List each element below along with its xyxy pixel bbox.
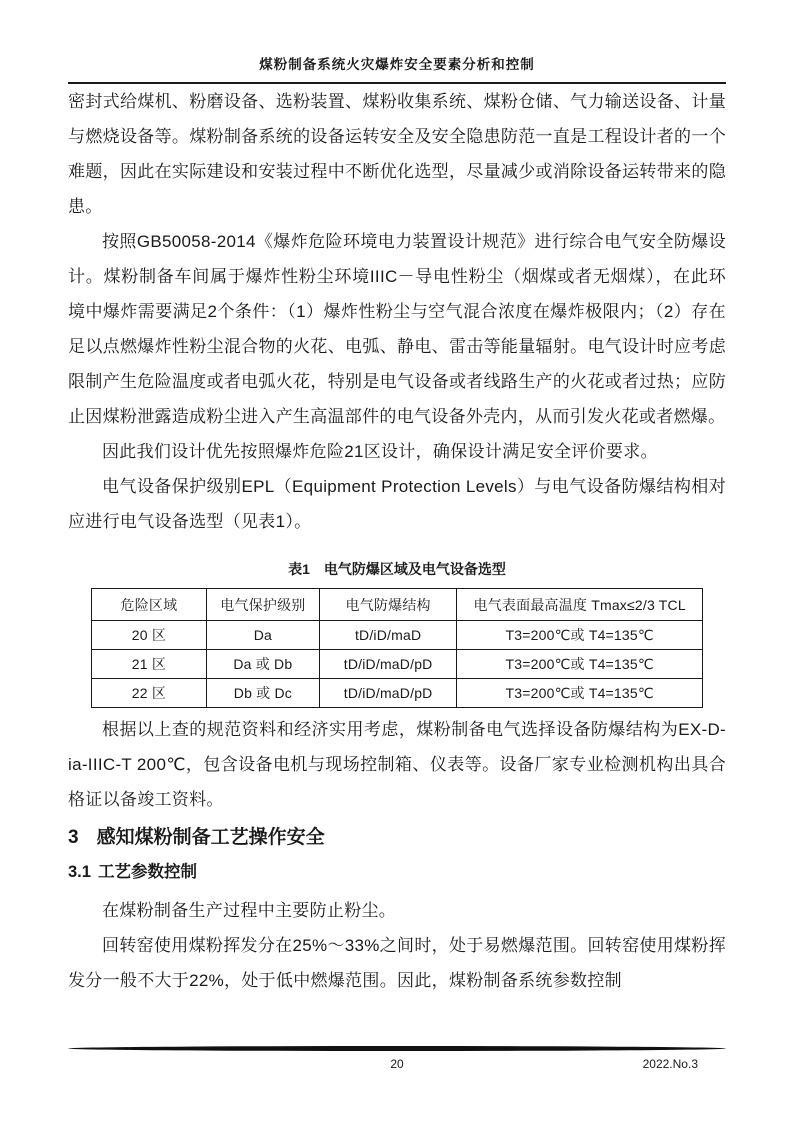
table-row [92,679,703,708]
cell-zone: 21 区 [92,650,207,679]
cell-zone: 22 区 [92,679,207,708]
paragraph-epl-selection: 电气设备保护级别EPL（Equipment Protection Levels）与电气设备防爆结构相对应进行电气设备选型（见表1）。 [68,477,726,531]
paragraph-ex-structure-choice: 根据以上查的规范资料和经济实用考虑，煤粉制备电气选择设备防爆结构为EX-D-ia-IIIC-T 200℃，包含设备电机与现场控制箱、仪表等。设备厂家专业检测机构出具合格证以备竣工资料。 [68,720,726,809]
cell-structure: tD/iD/maD/pD [319,650,456,679]
page-header [68,0,726,84]
header-structure: 电气防爆结构 [319,589,456,621]
paragraph-volatile-content: 回转窑使用煤粉挥发分在25%～33%之间时，处于易燃爆范围。回转窑使用煤粉挥发分一般不大于22%，处于低中燃爆范围。因此，煤粉制备系统参数控制 [68,936,726,990]
page-body [68,84,726,998]
cell-structure: tD/iD/maD [319,621,456,650]
table-caption-title: 电气防爆区域及电气设备选型 [323,561,506,577]
table-row [92,621,703,650]
section-3-1-heading [68,859,726,885]
header-max-temp: 电气表面最高温度 Tmax≤2/3 TCL [457,589,703,621]
footer-rule [68,1046,726,1051]
header-epl: 电气保护级别 [206,589,319,621]
section-3-number: 3 [68,827,79,848]
paragraph-zone21-design: 因此我们设计优先按照爆炸危险21区设计，确保设计满足安全评价要求。 [102,442,658,461]
cell-temp: T3=200℃或 T4=135℃ [457,650,703,679]
header-hazard-zone: 危险区域 [92,589,207,621]
cell-epl: Db 或 Dc [206,679,319,708]
section-3-1-number: 3.1 [68,863,91,881]
issue-label: 2022.No.3 [642,1057,698,1071]
table-caption-label: 表1 [288,561,310,577]
section-3-1-title: 工艺参数控制 [97,863,197,881]
section-3-heading [68,823,726,853]
table-header-row [92,589,703,621]
page-number: 20 [390,1057,404,1071]
paragraph-gb50058-design: 按照GB50058-2014《爆炸危险环境电力装置设计规范》进行综合电气安全防爆设计。煤粉制备车间属于爆炸性粉尘环境IIIC－导电性粉尘（烟煤或者无烟煤），在此环境中爆炸需要满足2个条件：（1）爆炸性粉尘与空气混合浓度在爆炸极限内；（2）存在足以点燃爆炸性粉尘混合物的火花、电弧、静电、雷击等能量辐射。电气设计时应考虑限制产生危险温度或者电弧火花，特别是电气设备或者线路生产的火花或者过热；应防止因煤粉泄露造成粉尘进入产生高温部件的电气设备外壳内，从而引发火花或者燃爆。 [68,232,726,426]
running-title: 煤粉制备系统火灾爆炸安全要素分析和控制 [259,57,535,72]
paragraph-dust-prevention: 在煤粉制备生产过程中主要防止粉尘。 [102,901,397,920]
explosion-proof-selection-table [91,588,703,708]
cell-epl: Da 或 Db [206,650,319,679]
cell-temp: T3=200℃或 T4=135℃ [457,679,703,708]
section-3-title: 感知煤粉制备工艺操作安全 [96,827,325,848]
paragraph-equipment-list: 密封式给煤机、粉磨设备、选粉装置、煤粉收集系统、煤粉仓储、气力输送设备、计量与燃烧设备等。煤粉制备系统的设备运转安全及安全隐患防范一直是工程设计者的一个难题，因此在实际建设和安装过程中不断优化选型，尽量减少或消除设备运转带来的隐患。 [68,92,726,216]
cell-zone: 20 区 [92,621,207,650]
page-footer [68,1046,726,1073]
cell-temp: T3=200℃或 T4=135℃ [457,621,703,650]
table-caption [68,559,726,579]
cell-structure: tD/iD/maD/pD [319,679,456,708]
table-row [92,650,703,679]
cell-epl: Da [206,621,319,650]
